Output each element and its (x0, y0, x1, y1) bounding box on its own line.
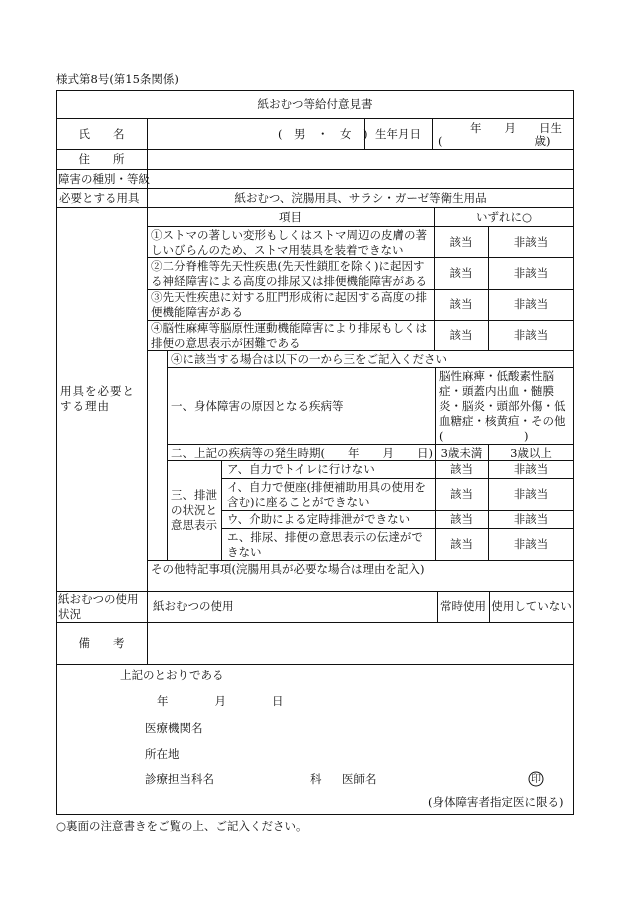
item-1: ①ストマの著しい変形もしくはストマ周辺の皮膚の著しいびらんのため、ストマ用装具を装着できない (151, 228, 427, 257)
item-c-not-applicable[interactable]: 非該当 (513, 512, 549, 526)
footer-note: ○裏面の注意書きをご覧の上、ご記入ください。 (56, 819, 308, 833)
needed-value: 紙おむつ、浣腸用具、サラシ・ガーゼ等衛生用品 (234, 191, 487, 205)
disability-label: 障害の種別・等級 (58, 172, 150, 186)
excretion-item-d: エ、排尿、排便の意思表示の伝達ができない (227, 530, 423, 559)
certify-date[interactable]: 年 月 日 (157, 694, 284, 708)
item-2-not-applicable[interactable]: 非該当 (513, 266, 549, 280)
age-under-3[interactable]: 3歳未満 (440, 446, 483, 460)
item-1-not-applicable[interactable]: 非該当 (513, 235, 549, 249)
item-d-not-applicable[interactable]: 非該当 (513, 537, 549, 551)
item-3-not-applicable[interactable]: 非該当 (513, 297, 549, 311)
item4-note: ④に該当する場合は以下の一から三をご記入ください (171, 352, 447, 366)
always-use-option[interactable]: 常時使用 (440, 599, 486, 613)
item-b-applicable[interactable]: 該当 (450, 487, 473, 501)
birth-age-field[interactable]: ( 歳) (438, 134, 551, 148)
remarks-label: 備 考 (78, 636, 125, 650)
confirm-statement: 上記のとおりである (120, 668, 224, 682)
diaper-status-label: 紙おむつの使用状況 (58, 592, 139, 621)
birth-date-field[interactable]: 年 月 日生 (470, 121, 562, 135)
choose-header: いずれに○ (475, 210, 533, 224)
form-title: 紙おむつ等給付意見書 (257, 97, 373, 111)
item-2-applicable[interactable]: 該当 (449, 266, 473, 280)
age-over-3[interactable]: 3歳以上 (510, 446, 552, 460)
address-label: 住 所 (78, 152, 125, 166)
department-label: 診療担当科名 (145, 772, 214, 786)
item-a-not-applicable[interactable]: 非該当 (513, 462, 549, 476)
excretion-item-b: イ、自力で便座(排便補助用具の使用を含む)に座ることができない (227, 480, 426, 509)
other-notes-label: その他特記事項(浣腸用具が必要な場合は理由を記入) (151, 562, 425, 576)
diaper-use-label: 紙おむつの使用 (153, 599, 234, 613)
item-4-applicable[interactable]: 該当 (449, 328, 473, 342)
item-1-applicable[interactable]: 該当 (449, 235, 473, 249)
doctor-label: 医師名 (342, 772, 377, 786)
needed-label: 必要とする用具 (59, 191, 140, 205)
name-label: 氏 名 (78, 127, 125, 141)
item-header: 項目 (279, 210, 302, 224)
item-4: ④脳性麻痺等脳原性運動機能障害により排尿もしくは排便の意思表示が困難である (151, 321, 427, 350)
cause-other-field[interactable]: ( ) (439, 429, 529, 443)
form-number: 様式第8号(第15条関係) (56, 72, 179, 86)
item-c-applicable[interactable]: 該当 (450, 512, 473, 526)
item-3-applicable[interactable]: 該当 (449, 297, 473, 311)
reason-label: 用具を必要とする理由 (60, 384, 135, 413)
item-a-applicable[interactable]: 該当 (450, 462, 473, 476)
cause-options[interactable]: 脳性麻痺・低酸素性脳症・頭蓋内出血・髄膜炎・脳炎・頭部外傷・低血糖症・核黄疸・その他 (439, 369, 566, 428)
excretion-label: 三、排泄の状況と意思表示 (171, 488, 217, 532)
institution-label: 医療機関名 (145, 721, 203, 735)
sex-selector[interactable]: ( 男 ・ 女 ) (278, 127, 368, 141)
cause-label: 一、身体障害の原因となる疾病等 (171, 399, 344, 413)
seal-icon: 印 (531, 774, 541, 785)
location-label: 所在地 (145, 747, 180, 761)
item-3: ③先天性疾患に対する肛門形成術に起因する高度の排便機能障害がある (151, 290, 427, 319)
not-using-option[interactable]: 使用していない (491, 599, 572, 613)
item-2: ②二分脊椎等先天性疾患(先天性鎖肛を除く)に起因する神経障害による高度の排尿又は排便機能障害がある (151, 259, 427, 288)
designated-doctor-note: (身体障害者指定医に限る) (428, 795, 564, 809)
department-suffix: 科 (310, 772, 322, 786)
onset-label: 二、上記の疾病等の発生時期( 年 月 日) (171, 446, 433, 460)
birth-label: 生年月日 (375, 127, 421, 141)
excretion-item-c: ウ、介助による定時排泄ができない (227, 512, 411, 526)
item-4-not-applicable[interactable]: 非該当 (513, 328, 549, 342)
excretion-item-a: ア、自力でトイレに行けない (227, 462, 375, 476)
item-b-not-applicable[interactable]: 非該当 (513, 487, 549, 501)
item-d-applicable[interactable]: 該当 (450, 537, 473, 551)
